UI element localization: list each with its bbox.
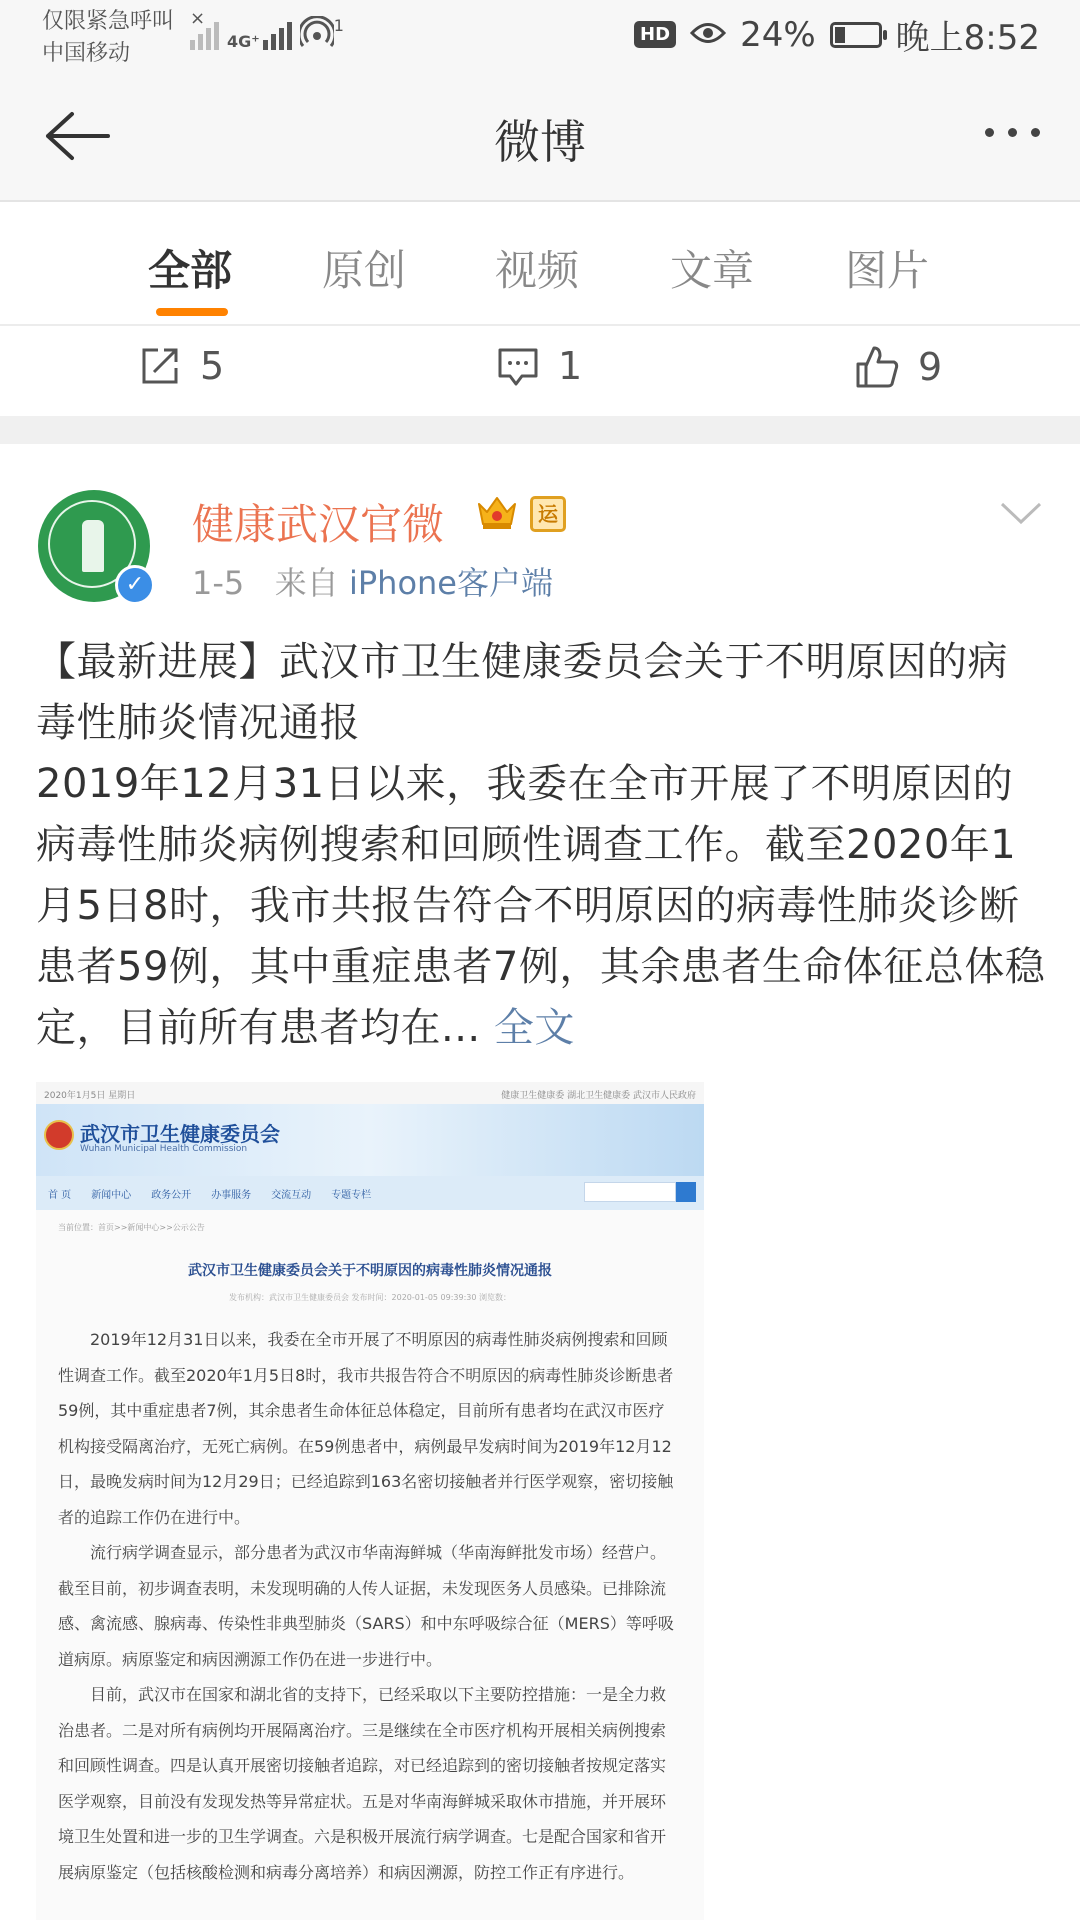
- post-meta: [192, 558, 553, 604]
- image-nav-item: 新闻中心: [91, 1189, 132, 1201]
- tab-image[interactable]: 图片: [845, 246, 930, 295]
- post-image[interactable]: [36, 1082, 704, 1920]
- image-doc-paragraph: 目前，武汉市在国家和湖北省的支持下，已经采取以下主要防控措施：一是全力救治患者。二是对所有病例均开展隔离治疗。三是继续在全市医疗机构开展相关病例搜索和回顾性调查。四是认真开展密切接触者追踪，对已经追踪到的密切接触者按规定落实医学观察，目前没有发现发热等异常症状。五是对华南海鲜城采取休市措施，并开展环境卫生处置和进一步的卫生学调查。六是积极开展流行病学调查。七是配合国家和省开展病原鉴定（包括核酸检测和病毒分离培养）和病因溯源，防控工作正有序进行。: [58, 1685, 667, 1882]
- sim-info: [42, 6, 174, 70]
- like-button[interactable]: [854, 344, 942, 390]
- title-bar: [0, 78, 1080, 202]
- tab-video[interactable]: 视频: [495, 246, 580, 295]
- image-doc-title: 武汉市卫生健康委员会关于不明原因的病毒性肺炎情况通报: [188, 1263, 552, 1279]
- image-nav-item: 政务公开: [151, 1189, 192, 1201]
- image-doc-paragraph: 流行病学调查显示，部分患者为武汉市华南海鲜城（华南海鲜批发市场）经营户。截至目前，初步调查表明，未发现明确的人传人证据，未发现医务人员感染。已排除流感、禽流感、腺病毒、传染性非典型肺炎（SARS）和中东呼吸综合征（MERS）等呼吸道病原。病原鉴定和病因溯源工作仍在进一步进行中。: [58, 1543, 674, 1669]
- post-text: 【最新进展】武汉市卫生健康委员会关于不明原因的病毒性肺炎情况通报 2019年12月31日以来，我委在全市开展了不明原因的病毒性肺炎病例搜索和回顾性调查工作。截至2020年1月5日8时，我市共报告符合不明原因的病毒性肺炎诊断患者59例，其中重症患者7例，其余患者生命体征总体稳定，目前所有患者均在...: [36, 639, 1046, 1051]
- status-right: [634, 10, 1040, 59]
- post-time: 1-5: [192, 564, 245, 602]
- signal-sim2-icon: 4G⁺: [227, 16, 292, 50]
- tab-original[interactable]: 原创: [322, 246, 407, 295]
- active-tab-indicator: [156, 308, 228, 316]
- signal-sim1-icon: ×: [190, 16, 219, 50]
- feed-divider: [0, 416, 1080, 444]
- image-doc-meta: 发布机构：武汉市卫生健康委员会 发布时间：2020-01-05 09:39:30 浏览数：: [228, 1293, 512, 1302]
- battery-icon: [830, 22, 882, 48]
- battery-percent: 24%: [740, 14, 816, 55]
- hd-badge: HD: [634, 21, 676, 48]
- image-breadcrumb: 当前位置：首页>>新闻中心>>公示公告: [58, 1223, 205, 1232]
- username[interactable]: 健康武汉官微: [192, 500, 445, 549]
- verified-icon: ✓: [115, 565, 155, 605]
- post-source[interactable]: iPhone客户端: [348, 564, 553, 602]
- image-org-name: 武汉市卫生健康委员会: [80, 1122, 280, 1146]
- full-text-link[interactable]: 全文: [493, 1005, 575, 1051]
- image-org-name-en: Wuhan Municipal Health Commission: [80, 1144, 248, 1154]
- image-date-line: 2020年1月5日 星期日: [44, 1091, 136, 1101]
- tab-all[interactable]: 全部: [148, 246, 233, 295]
- post-body: [36, 632, 1046, 1059]
- member-badge[interactable]: 运: [530, 496, 566, 532]
- repost-icon: [138, 344, 182, 388]
- crown-icon[interactable]: [475, 490, 519, 534]
- source-prefix: 来自: [274, 564, 339, 602]
- image-search-box: [584, 1182, 676, 1202]
- signal-indicators: [190, 8, 344, 51]
- repost-button[interactable]: [138, 344, 224, 388]
- sim-line-1: 仅限紧急呼叫: [42, 9, 175, 34]
- repost-count: 5: [200, 344, 225, 388]
- image-nav-item: 首 页: [48, 1189, 72, 1201]
- image-doc-body: [58, 1322, 674, 1890]
- image-nav-item: 交流互动: [271, 1189, 312, 1201]
- tab-article[interactable]: 文章: [670, 246, 755, 295]
- comment-count: 1: [558, 344, 583, 388]
- comment-button[interactable]: [496, 344, 582, 388]
- tab-bar: [0, 202, 1080, 326]
- eye-icon: [690, 15, 726, 55]
- clock: 晚上8:52: [895, 18, 1040, 58]
- image-top-links: 健康卫生健康委 湖北卫生健康委 武汉市人民政府: [501, 1091, 696, 1101]
- like-icon: [854, 344, 900, 390]
- national-emblem-icon: [44, 1120, 74, 1150]
- image-nav-item: 专题专栏: [331, 1189, 372, 1201]
- image-search-icon: [676, 1182, 696, 1202]
- status-bar: [0, 0, 1080, 78]
- more-dots-icon[interactable]: [985, 128, 1040, 137]
- sim-line-2: 中国移动: [42, 41, 131, 66]
- chevron-down-icon[interactable]: [998, 498, 1044, 528]
- hotspot-icon: 1: [300, 16, 344, 50]
- like-count: 9: [918, 345, 943, 389]
- page-title: 微博: [494, 115, 586, 169]
- image-banner: [36, 1104, 704, 1176]
- image-nav-item: 办事服务: [211, 1189, 252, 1201]
- image-doc-paragraph: 2019年12月31日以来，我委在全市开展了不明原因的病毒性肺炎病例搜索和回顾性调查工作。截至2020年1月5日8时，我市共报告符合不明原因的病毒性肺炎诊断患者59例，其中重症患者7例，其余患者生命体征总体稳定，目前所有患者均在武汉市医疗机构接受隔离治疗，无死亡病例。在59例患者中，病例最早发病时间为2019年12月12日，最晚发病时间为12月29日；已经追踪到163名密切接触者并行医学观察，密切接触者的追踪工作仍在进行中。: [58, 1330, 674, 1527]
- comment-icon: [496, 344, 540, 388]
- previous-post-actions: [0, 326, 1080, 416]
